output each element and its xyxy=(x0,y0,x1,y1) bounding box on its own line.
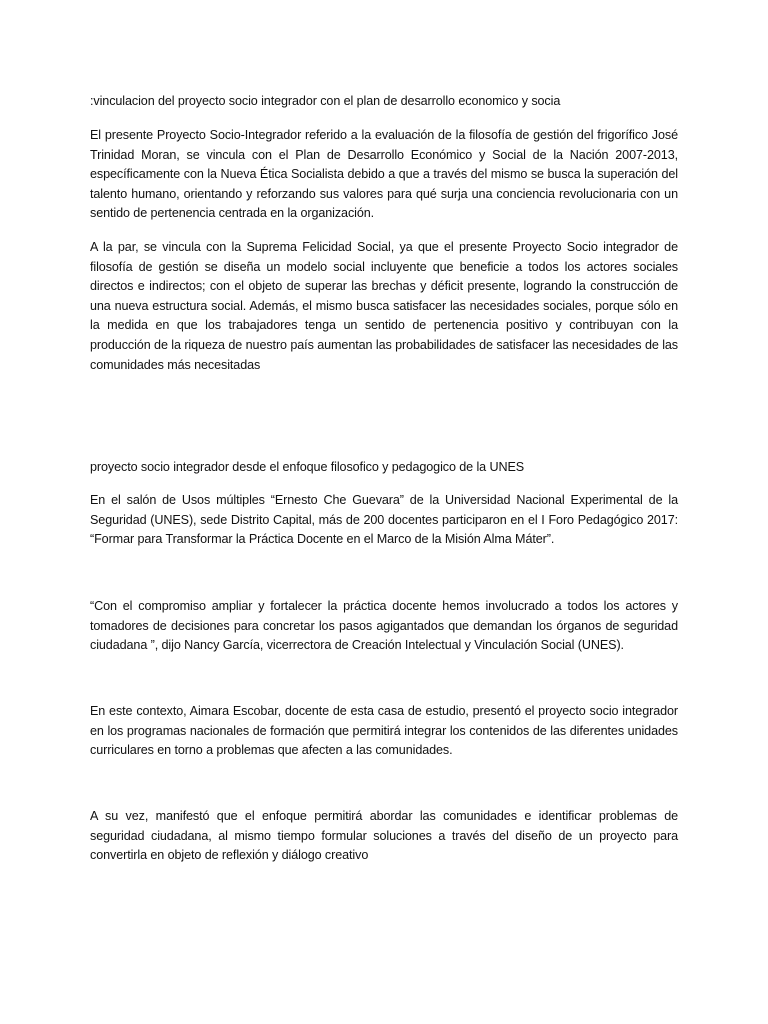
paragraph-suprema-felicidad-social: A la par, se vincula con la Suprema Felicidad Social, ya que el presente Proyecto Socio integrador de filosofía de gestión se diseña un modelo social incluyente que beneficie a todos los actores sociales directos e indirectos; con el objeto de superar las brechas y déficit presente, logrando la construcción de una nueva estructura social. Además, el mismo busca satisfacer las necesidades sociales, porque sólo en la medida en que los trabajadores tenga un sentido de pertenencia positivo y contribuyan con la producción de la riqueza de nuestro país aumentan las probabilidades de satisfacer las necesidades de las comunidades más necesitadas xyxy=(90,240,678,372)
section-heading-unes: proyecto socio integrador desde el enfoque filosofico y pedagogico de la UNES xyxy=(90,460,525,474)
paragraph-cita-nancy-garcia: “Con el compromiso ampliar y fortalecer la práctica docente hemos involucrado a todos los actores y tomadores de decisiones para concretar los pasos agigantados que demandan los órganos de seguridad ciudadana ”, dijo Nancy García, vicerrectora de Creación Intelectual y Vinculación Social (UNES). xyxy=(90,599,678,653)
paragraph-proyecto-socio-integrador: El presente Proyecto Socio-Integrador referido a la evaluación de la filosofía de gestión del frigorífico José Trinidad Moran, se vincula con el Plan de Desarrollo Económico y Social de la Nación 2007-2013, específicamente con la Nueva Ética Socialista debido a que a través del mismo se busca la superación del talento humano, orientando y reforzando sus valores para qué surja una conciencia revolucionaria con un sentido de pertenencia centrada en la organización. xyxy=(90,128,678,221)
paragraph-aimara-escobar: En este contexto, Aimara Escobar, docente de esta casa de estudio, presentó el proyecto socio integrador en los programas nacionales de formación que permitirá integrar los contenidos de las diferentes unidades curriculares en torno a problemas que afecten a las comunidades. xyxy=(90,704,678,758)
paragraph-enfoque-comunidades: A su vez, manifestó que el enfoque permitirá abordar las comunidades e identificar problemas de seguridad ciudadana, al mismo tiempo formular soluciones a través del diseño de un proyecto para convertirla en objeto de reflexión y diálogo creativo xyxy=(90,809,678,863)
section-heading-vinculacion: :vinculacion del proyecto socio integrador con el plan de desarrollo economico y socia xyxy=(90,94,561,108)
paragraph-foro-pedagogico: En el salón de Usos múltiples “Ernesto Che Guevara” de la Universidad Nacional Experimental de la Seguridad (UNES), sede Distrito Capital, más de 200 docentes participaron en el I Foro Pedagógico 2017: “Formar para Transformar la Práctica Docente en el Marco de la Misión Alma Máter”. xyxy=(90,493,678,547)
